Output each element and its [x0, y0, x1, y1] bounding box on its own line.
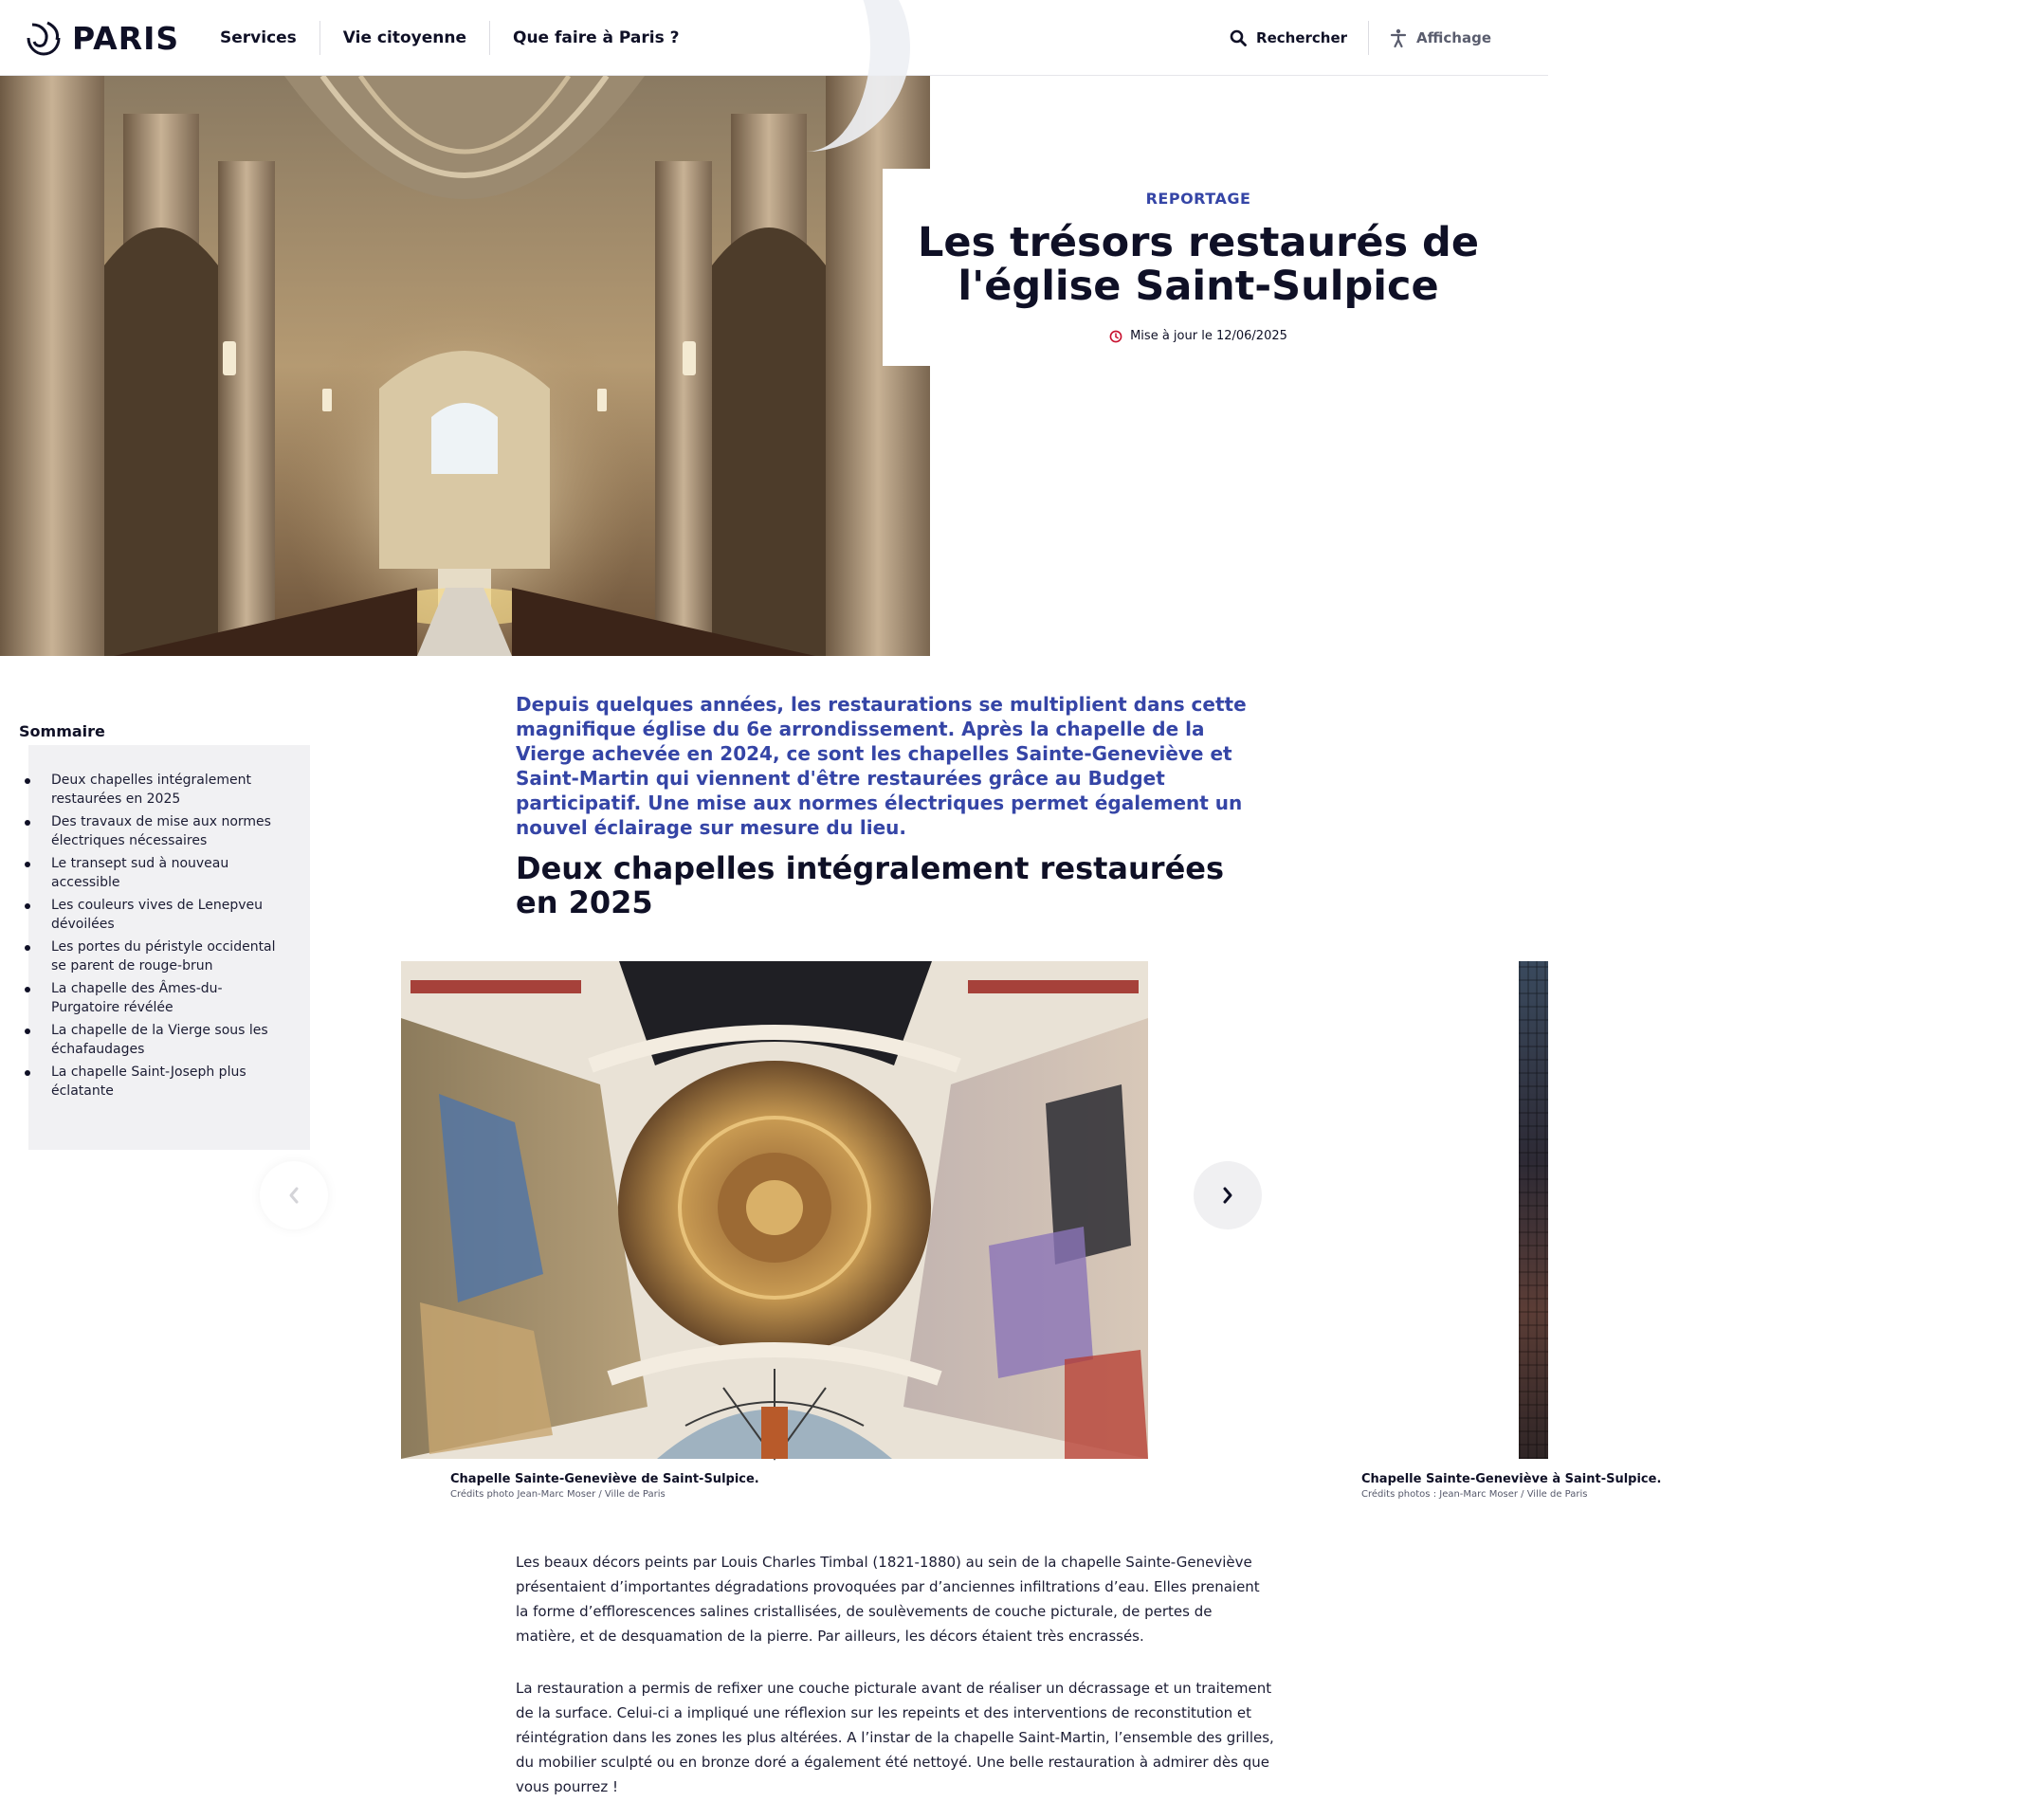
display-label: Affichage [1416, 29, 1491, 46]
toc-item[interactable]: La chapelle des Âmes-du-Purgatoire révélée [23, 980, 288, 1017]
caption-title: Chapelle Sainte-Geneviève à Saint-Sulpice. [1361, 1472, 1662, 1486]
nav-item-services[interactable]: Services [220, 28, 297, 47]
chevron-left-icon [287, 1187, 301, 1204]
update-text: Mise à jour le 12/06/2025 [1130, 329, 1287, 343]
stained-glass-pattern [1519, 961, 1548, 1459]
toc-title: Sommaire [19, 722, 105, 740]
accessibility-icon [1390, 28, 1407, 47]
carousel-caption-next [1361, 1472, 2025, 1500]
toc-item[interactable]: Les couleurs vives de Lenepveu dévoilées [23, 897, 288, 934]
caption-credit: Crédits photos : Jean-Marc Moser / Ville de Paris [1361, 1489, 1588, 1500]
toc-item[interactable]: La chapelle Saint-Joseph plus éclatante [23, 1064, 288, 1101]
paris-logo-icon [23, 19, 63, 57]
clock-icon [1109, 330, 1122, 343]
header-tools [1209, 21, 1512, 55]
display-settings-button[interactable] [1369, 28, 1512, 47]
paris-logo[interactable] [23, 19, 179, 57]
section-title: Deux chapelles intégralement restaurées en 2025 [516, 850, 1225, 920]
body-paragraph: Les beaux décors peints par Louis Charles Timbal (1821-1880) au sein de la chapelle Sainte-Geneviève présentaient d’importantes dégradations provoquées par d’anciennes infiltrations d’eau. Elles prenaient la forme d’efflorescences salines cristallisées, de soulèvements de couche picturale, de pertes de matière, et de desquamation de la pierre. Par ailleurs, les décors étaient très encrassés. [516, 1554, 1260, 1645]
chevron-right-icon [1221, 1187, 1234, 1204]
toc-item[interactable]: Le transept sud à nouveau accessible [23, 855, 288, 892]
toc-item[interactable]: Des travaux de mise aux normes électriques nécessaires [23, 813, 288, 850]
nav-item-que-faire[interactable]: Que faire à Paris ? [513, 28, 680, 47]
nav-item-vie-citoyenne[interactable]: Vie citoyenne [342, 28, 466, 47]
caption-credit: Crédits photo Jean-Marc Moser / Ville de Paris [450, 1489, 666, 1500]
site-header [0, 0, 1548, 76]
article-lead: Depuis quelques années, les restaurations se multiplient dans cette magnifique église du 6e arrondissement. Après la chapelle de la Vierge achevée en 2024, ce sont les chapelles Sainte-Geneviève et Saint-Martin qui viennent d'être restaurées grâce au Budget participatif. Une mise aux normes électriques permet également un nouvel éclairage sur mesure du lieu. [516, 693, 1247, 839]
caption-title: Chapelle Sainte-Geneviève de Saint-Sulpice. [450, 1472, 759, 1486]
logo-text: PARIS [72, 19, 180, 57]
search-button[interactable] [1209, 29, 1368, 46]
carousel-prev-button[interactable] [260, 1161, 328, 1229]
carousel-next-button[interactable] [1194, 1161, 1262, 1229]
main-nav [197, 21, 702, 55]
hero-church-interior-image [0, 76, 930, 656]
search-icon [1230, 29, 1247, 46]
carousel-caption [450, 1472, 1114, 1500]
update-date [910, 329, 1487, 343]
toc-list [23, 772, 288, 1105]
toc-item[interactable]: La chapelle de la Vierge sous les échafaudages [23, 1022, 288, 1059]
article-kicker: REPORTAGE [1145, 190, 1251, 208]
hero-text [910, 190, 1487, 343]
toc-item[interactable]: Les portes du péristyle occidental se parent de rouge-brun [23, 938, 288, 975]
body-paragraph: La restauration a permis de refixer une couche picturale avant de réaliser un décrassage et un traitement de la surface. Celui-ci a impliqué une réflexion sur les repeints et des interventions de reconstitution et réintégration dans les zones les plus altérées. A l’instar de la chapelle Saint-Martin, l’ensemble des grilles, du mobilier sculpté ou en bronze doré a également été nettoyé. Une belle restauration à admirer dès que vous pourrez ! [516, 1680, 1274, 1795]
carousel-next-slide-preview [1519, 961, 1548, 1459]
carousel-slide-image [401, 961, 1148, 1459]
toc-item[interactable]: Deux chapelles intégralement restaurées en 2025 [23, 772, 288, 809]
page-title: Les trésors restaurés de l'église Saint-Sulpice [918, 219, 1479, 310]
search-label: Rechercher [1256, 29, 1348, 46]
